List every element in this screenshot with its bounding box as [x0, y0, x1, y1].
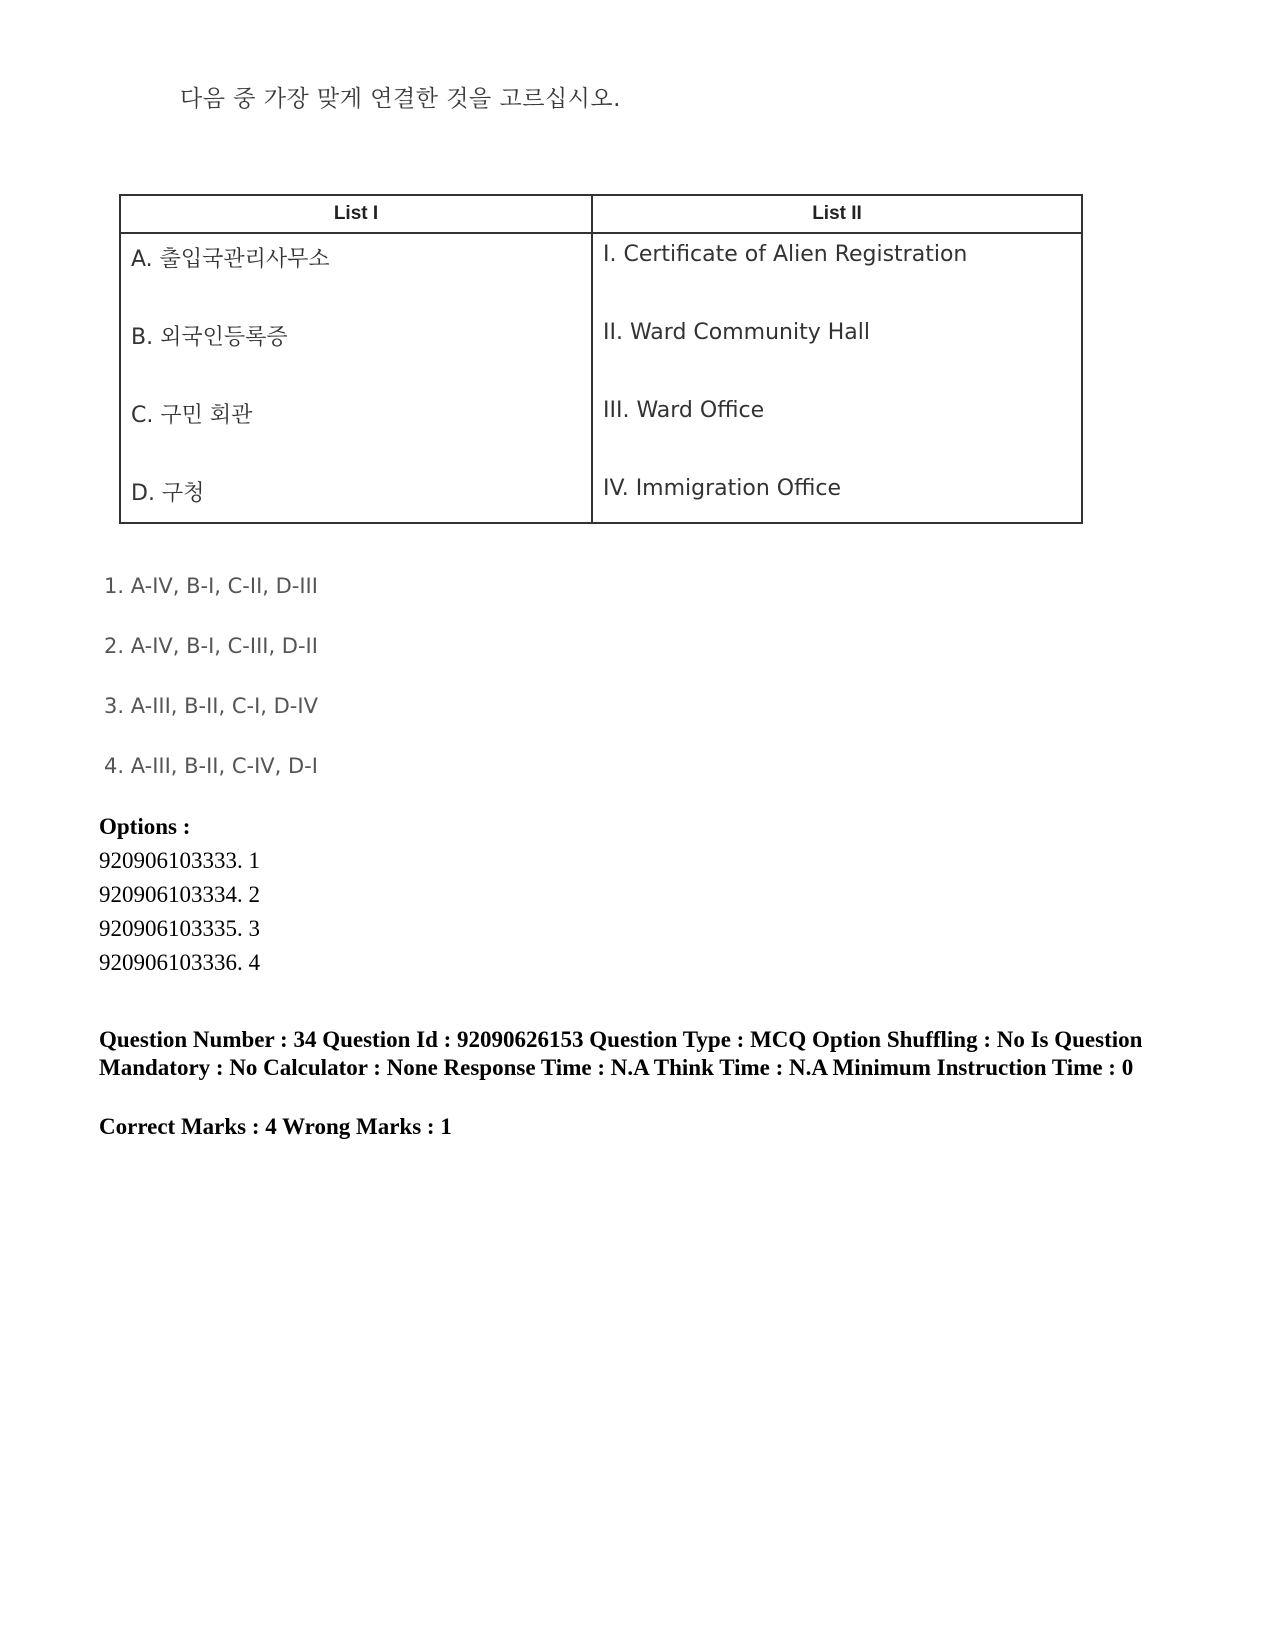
option-item: 920906103333. 1 [99, 848, 260, 873]
list-2-item: I. Certificate of Alien Registration [592, 233, 1082, 312]
option-item: 920906103335. 3 [99, 916, 260, 941]
list-1-item: B. 외국인등록증 [120, 312, 592, 390]
list-2-item: II. Ward Community Hall [592, 312, 1082, 390]
answer-choice: 1. A-IV, B-I, C-II, D-III [104, 574, 318, 598]
list-2-item: III. Ward Office [592, 390, 1082, 468]
list-2-header: List II [592, 195, 1082, 233]
answer-choice: 3. A-III, B-II, C-I, D-IV [104, 694, 318, 718]
question-info: Question Number : 34 Question Id : 92090626153 Question Type : MCQ Option Shuffling : No Is Question Mandatory : No Calculator : None Response Time : N.A Think Time : N.A Minimum Instruction Time : 0 [99, 1027, 1143, 1080]
answer-choices [104, 574, 318, 814]
answer-choice: 4. A-III, B-II, C-IV, D-I [104, 754, 318, 778]
list-2-item: IV. Immigration Office [592, 468, 1082, 523]
options-section [99, 810, 260, 980]
table-row [120, 233, 1082, 312]
list-1-header: List I [120, 195, 592, 233]
option-item: 920906103336. 4 [99, 950, 260, 975]
option-item: 920906103334. 2 [99, 882, 260, 907]
list-1-item: A. 출입국관리사무소 [120, 233, 592, 312]
table-row [120, 312, 1082, 390]
match-table [119, 194, 1083, 524]
marks-info: Correct Marks : 4 Wrong Marks : 1 [99, 1114, 452, 1139]
table-header-row [120, 195, 1082, 233]
table-row [120, 390, 1082, 468]
list-1-item: D. 구청 [120, 468, 592, 523]
options-heading: Options : [99, 814, 191, 839]
table-row [120, 468, 1082, 523]
list-1-item: C. 구민 회관 [120, 390, 592, 468]
answer-choice: 2. A-IV, B-I, C-III, D-II [104, 634, 318, 658]
question-prompt: 다음 중 가장 맞게 연결한 것을 고르십시오. [180, 86, 621, 112]
question-image [0, 0, 1275, 800]
